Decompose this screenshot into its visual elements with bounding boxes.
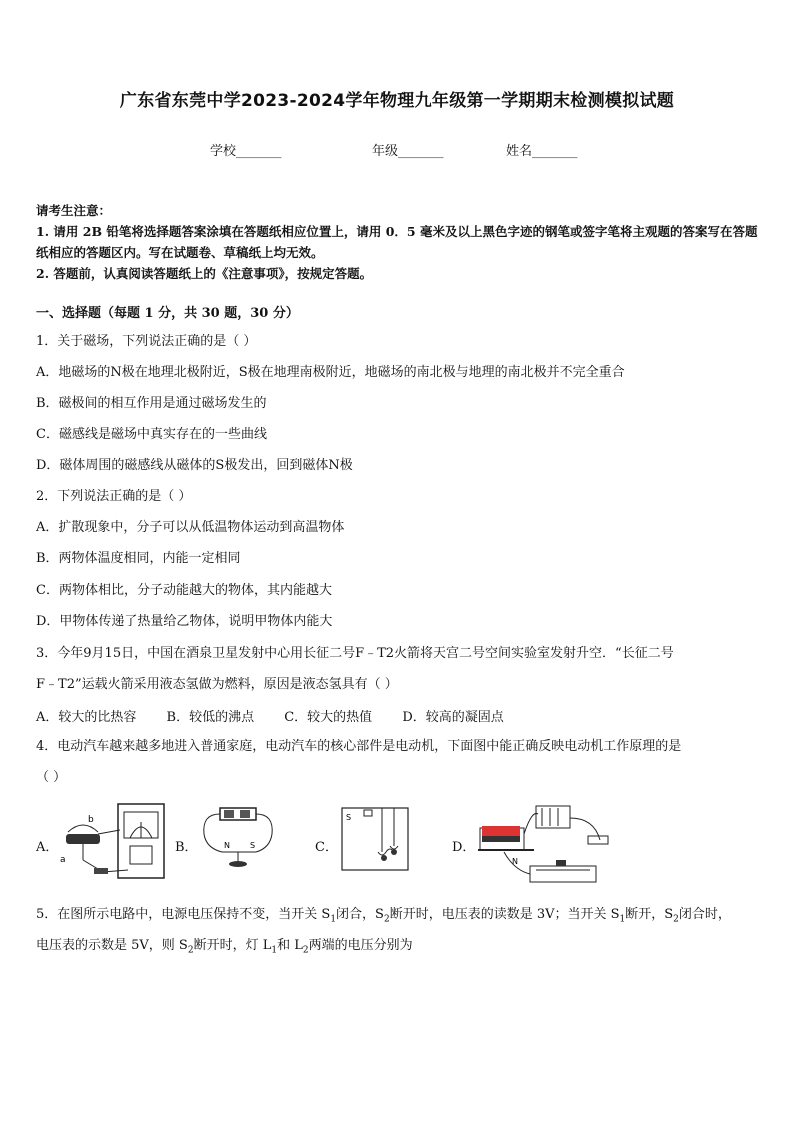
student-info-row bbox=[0, 140, 794, 160]
q4-figure-b bbox=[198, 800, 280, 870]
q4-label-a: A． bbox=[36, 840, 59, 855]
notice-item-2: 2. 答题前，认真阅读答题纸上的《注意事项》，按规定答题。 bbox=[36, 266, 373, 281]
name-field: 姓名_______ bbox=[506, 144, 578, 159]
q3-option-a: A．较大的比热容 bbox=[36, 710, 137, 725]
q4-figure-a bbox=[58, 800, 170, 890]
svg-text:N: N bbox=[512, 857, 518, 866]
q1-option-b: B．磁极间的相互作用是通过磁场发生的 bbox=[36, 396, 267, 411]
q3-options bbox=[36, 706, 530, 725]
q1-option-d: D．磁体周围的磁感线从磁体的S极发出，回到磁体N极 bbox=[36, 458, 353, 473]
q3-stem-line-1: 3．今年9月15日，中国在酒泉卫星发射中心用长征二号F﹣T2火箭将天宫二号空间实验室发射升空．“长征二号 bbox=[36, 646, 674, 661]
q4-label-d: D． bbox=[452, 840, 476, 855]
q2-option-b: B．两物体温度相同，内能一定相同 bbox=[36, 551, 241, 566]
q4-stem-line-1: 4．电动汽车越来越多地进入普通家庭，电动汽车的核心部件是电动机，下面图中能正确反映电动机工作原理的是 bbox=[36, 739, 682, 754]
q4-label-c: C． bbox=[315, 840, 338, 855]
svg-text:N: N bbox=[224, 841, 230, 850]
q3-stem-line-2: F﹣T2”运载火箭采用液态氢做为燃料，原因是液态氢具有（ ） bbox=[36, 677, 398, 692]
q5-stem-line-2: 电压表的示数是 5V，则 $S_2$断开时，灯 $L_1$和 $L_2$两端的电压分别为 bbox=[36, 938, 413, 956]
q1-stem: 1．关于磁场，下列说法正确的是（ ） bbox=[36, 334, 257, 349]
q4-figure-c bbox=[336, 800, 416, 878]
svg-text:a: a bbox=[60, 855, 66, 865]
q3-option-d: D．较高的凝固点 bbox=[402, 710, 504, 725]
q2-option-c: C．两物体相比，分子动能越大的物体，其内能越大 bbox=[36, 583, 332, 598]
q1-option-a: A．地磁场的N极在地理北极附近，S极在地理南极附近，地磁场的南北极与地理的南北极并不完全重合 bbox=[36, 365, 625, 380]
q2-option-d: D．甲物体传递了热量给乙物体，说明甲物体内能大 bbox=[36, 614, 333, 629]
q4-figure-d bbox=[474, 800, 614, 892]
grade-field: 年级_______ bbox=[372, 144, 444, 159]
q2-stem: 2．下列说法正确的是（ ） bbox=[36, 489, 192, 504]
school-field: 学校_______ bbox=[210, 144, 282, 159]
notice-block bbox=[36, 200, 758, 284]
q2-option-a: A．扩散现象中，分子可以从低温物体运动到高温物体 bbox=[36, 520, 345, 535]
q4-label-b: B． bbox=[175, 840, 198, 855]
notice-item-1: 1. 请用 2B 铅笔将选择题答案涂填在答题纸相应位置上，请用 0．5 毫米及以上黑色字迹的钢笔或签字笔将主观题的答案写在答题纸相应的答题区内。写在试题卷、草稿纸上均无效。 bbox=[36, 224, 758, 260]
q4-stem-line-2: （ ） bbox=[36, 770, 67, 785]
svg-text:S: S bbox=[250, 841, 256, 850]
q3-option-c: C．较大的热值 bbox=[284, 710, 373, 725]
svg-text:b: b bbox=[88, 815, 94, 825]
q1-option-c: C．磁感线是磁场中真实存在的一些曲线 bbox=[36, 427, 267, 442]
notice-heading: 请考生注意： bbox=[36, 203, 112, 218]
page-title: 广东省东莞中学2023-2024学年物理九年级第一学期期末检测模拟试题 bbox=[119, 91, 675, 111]
q5-stem-line-1: 5．在图所示电路中，电源电压保持不变，当开关 $S_1$闭合，$S_2$断开时，电压表的读数是 3V；当开关 $S_1$断开，$S_2$闭合时， bbox=[36, 907, 731, 925]
q3-option-b: B．较低的沸点 bbox=[166, 710, 255, 725]
section-heading: 一、选择题（每题 1 分，共 30 题，30 分） bbox=[36, 306, 299, 321]
svg-text:S: S bbox=[346, 813, 352, 822]
